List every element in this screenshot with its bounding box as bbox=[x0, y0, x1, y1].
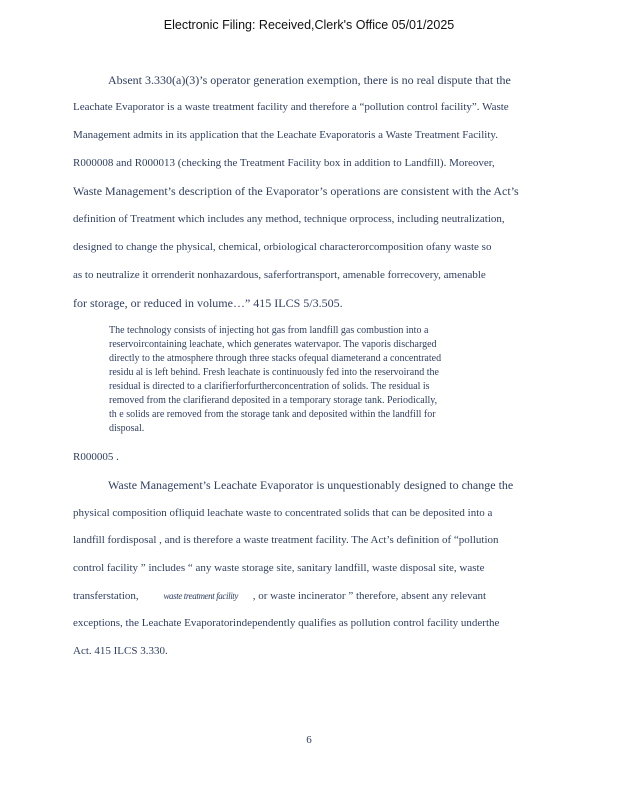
quote-line-2: reservoircontaining leachate, which generates watervapor. The vaporis discharged bbox=[109, 339, 437, 350]
page-number: 6 bbox=[306, 734, 312, 746]
quote-line-7: th e solids are removed from the storage tank and deposited within the landfill for bbox=[109, 409, 436, 420]
para1-line-7: designed to change the physical, chemical, orbiological characterorcomposition ofany waste so bbox=[73, 241, 492, 253]
para1-line-6: definition of Treatment which includes any method, technique orprocess, including neutralization, bbox=[73, 213, 505, 225]
quote-line-5: residual is directed to a clarifierforfurtherconcentration of solids. The residual is bbox=[109, 381, 430, 392]
para1-line-3: Management admits in its application that the Leachate Evaporatoris a Waste Treatment Facility. bbox=[73, 129, 498, 141]
quote-line-1: The technology consists of injecting hot gas from landfill gas combustion into a bbox=[109, 325, 429, 336]
para1-line-1: Absent 3.330(a)(3)’s operator generation exemption, there is no real dispute that the bbox=[108, 73, 511, 87]
para1-line-2: Leachate Evaporator is a waste treatment facility and therefore a “pollution control facility”. Waste bbox=[73, 101, 509, 113]
para1-line-5: Waste Management’s description of the Evaporator’s operations are consistent with the Act’s bbox=[73, 184, 519, 198]
filing-header: Electronic Filing: Received,Clerk's Office 05/01/2025 bbox=[163, 18, 455, 32]
para2-line-5 bbox=[73, 590, 486, 602]
record-citation: R000005 . bbox=[73, 451, 119, 463]
para1-line-4: R000008 and R000013 (checking the Treatment Facility box in addition to Landfill). Moreover, bbox=[73, 157, 495, 169]
para1-line-8: as to neutralize it orrenderit nonhazardous, saferfortransport, amenable forrecovery, amenable bbox=[73, 269, 486, 281]
para2-line-2: physical composition ofliquid leachate waste to concentrated solids that can be deposited into a bbox=[73, 507, 493, 519]
quote-line-6: removed from the clarifierand deposited in a temporary storage tank. Periodically, bbox=[109, 395, 438, 406]
para2-line-6: exceptions, the Leachate Evaporatorindependently qualifies as pollution control facility underthe bbox=[73, 617, 500, 629]
para2-line-5-start: transferstation, bbox=[73, 590, 139, 602]
quote-line-3: directly to the atmosphere through three stacks ofequal diameterand a concentrated bbox=[109, 353, 442, 364]
para2-line-1: Waste Management’s Leachate Evaporator is unquestionably designed to change the bbox=[108, 478, 514, 492]
para2-line-4: control facility ” includes “ any waste storage site, sanitary landfill, waste disposal site, waste bbox=[73, 562, 485, 574]
para1-line-9: for storage, or reduced in volume…” 415 ILCS 5/3.505. bbox=[73, 296, 343, 310]
quote-line-8: disposal. bbox=[109, 423, 145, 434]
para2-line-3: landfill fordisposal , and is therefore a waste treatment facility. The Act’s definition of “pollution bbox=[73, 534, 499, 546]
quote-line-4: residu al is left behind. Fresh leachate is continuously fed into the reservoirand the bbox=[109, 367, 439, 378]
italic-term: waste treatment facility bbox=[163, 591, 238, 601]
para2-line-7: Act. 415 ILCS 3.330. bbox=[73, 645, 168, 657]
para2-line-5-end: , or waste incinerator ” therefore, absent any relevant bbox=[252, 590, 487, 602]
